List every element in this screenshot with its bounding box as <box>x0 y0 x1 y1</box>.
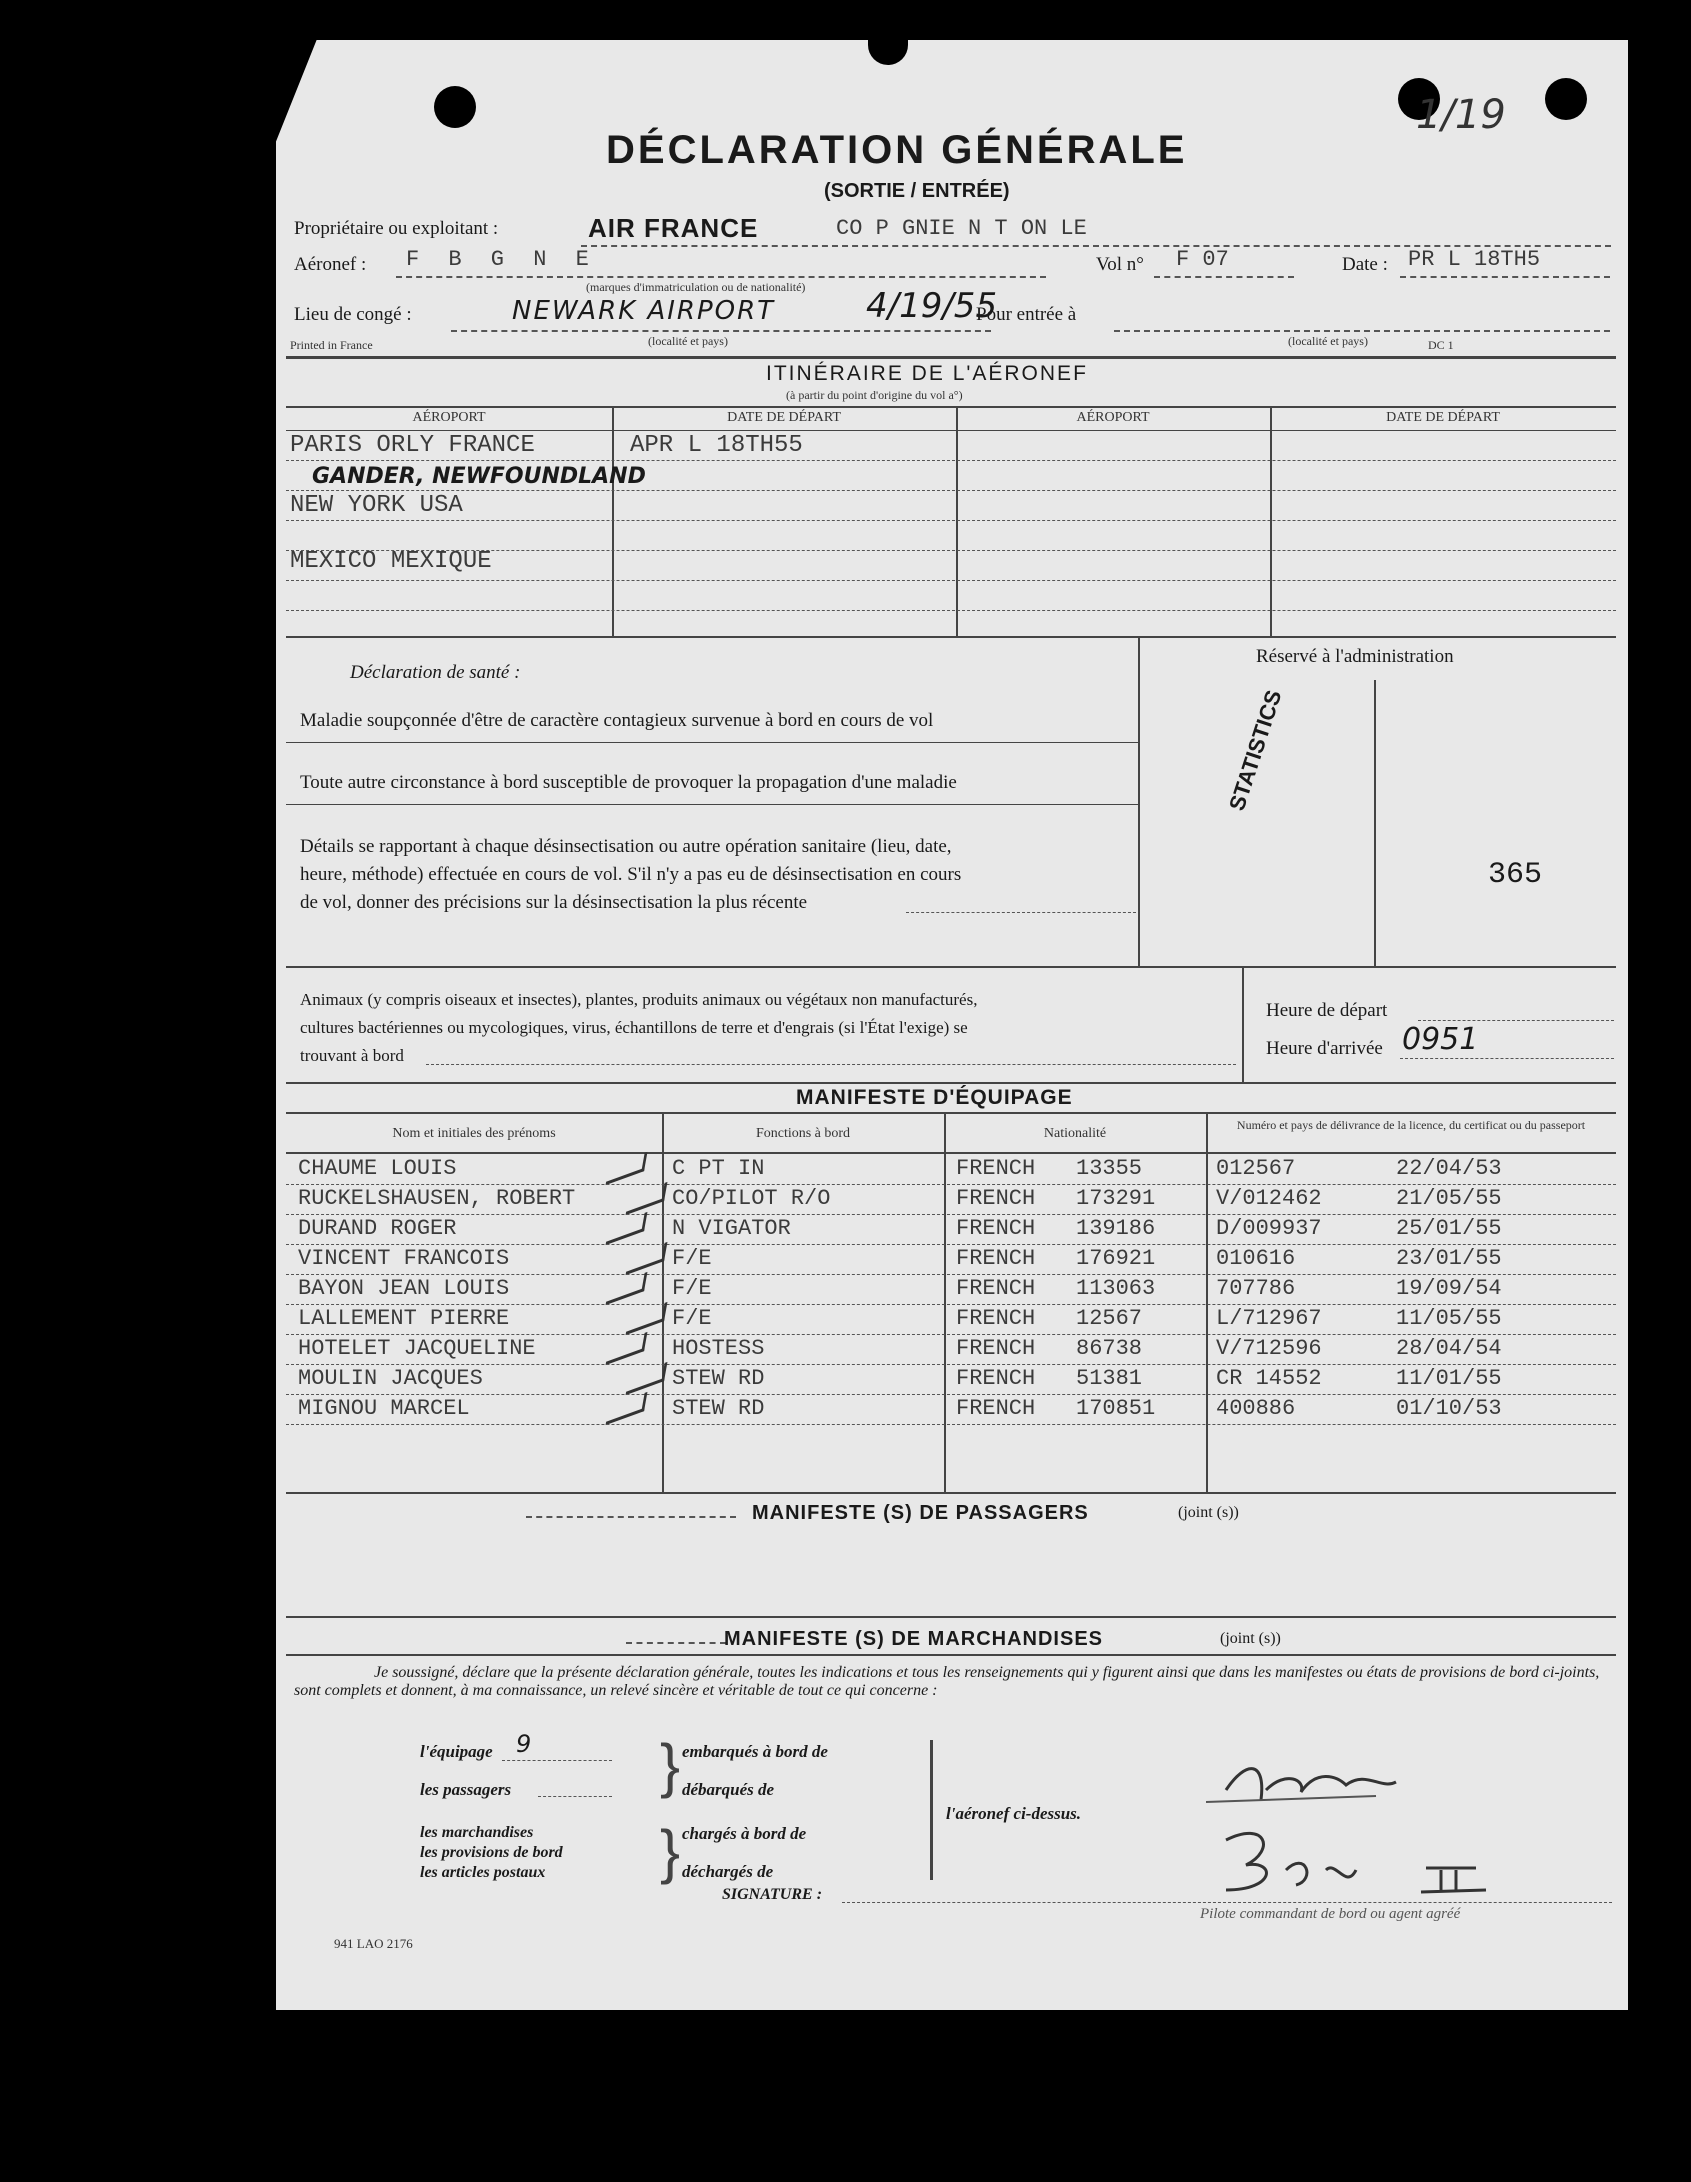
brace-2: } <box>660 1818 681 1885</box>
crew-licence: D/009937 <box>1216 1216 1322 1241</box>
crew-function: C PT IN <box>672 1156 765 1181</box>
health-line-1: Maladie soupçonnée d'être de caractère contagieux survenue à bord en cours de vol <box>300 710 934 731</box>
cargo-bottom-rule <box>286 1654 1616 1656</box>
itin-row-3 <box>286 520 1616 521</box>
crew-function: STEW RD <box>672 1396 765 1421</box>
crew-date: 11/05/55 <box>1396 1306 1502 1331</box>
aircraft-value: F B G N E <box>406 247 597 272</box>
animals-line-2: cultures bactériennes ou mycologiques, virus, échantillons de terre et d'engrais (si l'État l'exige) se <box>300 1018 968 1037</box>
crew-function: HOSTESS <box>672 1336 765 1361</box>
form-code: DC 1 <box>1428 338 1454 352</box>
crew-function: STEW RD <box>672 1366 765 1391</box>
crew-count-line <box>502 1760 612 1761</box>
checkmark-icon <box>606 1152 648 1185</box>
crew-count-value: 9 <box>516 1730 532 1758</box>
crew-nat-no: 13355 <box>1076 1156 1143 1181</box>
owner-value: AIR FRANCE <box>588 213 759 243</box>
row-rule <box>286 1424 1616 1425</box>
crew-nationality: FRENCH <box>956 1156 1036 1181</box>
signature-note: Pilote commandant de bord ou agent agréé <box>1200 1906 1461 1922</box>
cargo-left-line <box>626 1642 726 1644</box>
itin-header-airport-2: AÉROPORT <box>1076 410 1150 425</box>
itin-airport-4: MEXICO MEXIQUE <box>290 548 492 575</box>
crew-header-licence: Numéro et pays de délivrance de la licence, du certificat ou du passeport <box>1236 1118 1586 1132</box>
row-rule <box>286 1214 1616 1215</box>
crew-date: 22/04/53 <box>1396 1156 1502 1181</box>
arrival-time-line <box>1400 1058 1614 1059</box>
crew-title-rule <box>286 1112 1616 1114</box>
itin-date-1: APR L 18TH55 <box>630 432 803 459</box>
crew-nat-no: 113063 <box>1076 1276 1156 1301</box>
aircraft-ref: l'aéronef ci-dessus. <box>946 1804 1082 1823</box>
passengers-joint: (joint (s)) <box>1178 1504 1239 1521</box>
checkmark-icon <box>606 1392 648 1425</box>
crew-nat-no: 176921 <box>1076 1246 1156 1271</box>
health-rule-1 <box>286 742 1138 743</box>
crew-function: CO/PILOT R/O <box>672 1186 831 1211</box>
itin-sub-rule <box>286 430 1616 431</box>
crew-nat-no: 12567 <box>1076 1306 1143 1331</box>
crew-date: 19/09/54 <box>1396 1276 1502 1301</box>
itinerary-bottom-rule <box>286 636 1616 638</box>
cargo-joint: (joint (s)) <box>1220 1630 1281 1647</box>
flight-label: Vol n° <box>1096 254 1144 275</box>
date-line <box>1400 276 1610 278</box>
itinerary-header-rule <box>286 406 1616 408</box>
checkmark-icon <box>606 1272 648 1305</box>
crew-name: LALLEMENT PIERRE <box>298 1306 510 1331</box>
row-rule <box>286 1304 1616 1305</box>
flight-line <box>1154 276 1294 278</box>
itin-header-date-2: DATE DE DÉPART <box>1386 410 1500 425</box>
animals-fill <box>426 1064 1236 1065</box>
crew-function: F/E <box>672 1246 712 1271</box>
itinerary-title: ITINÉRAIRE DE L'AÉRONEF <box>766 362 1088 385</box>
health-admin-divider <box>1138 636 1140 966</box>
crew-licence: L/712967 <box>1216 1306 1322 1331</box>
animals-bottom-rule <box>286 1082 1616 1084</box>
pax-count-line <box>538 1796 612 1797</box>
departure-place-label: Lieu de congé : <box>294 304 412 325</box>
checkmark-icon <box>606 1212 648 1245</box>
crew-function: F/E <box>672 1276 712 1301</box>
owner-label: Propriétaire ou exploitant : <box>294 218 499 239</box>
crew-nationality: FRENCH <box>956 1396 1036 1421</box>
crew-date: 23/01/55 <box>1396 1246 1502 1271</box>
admin-divider <box>1374 680 1376 966</box>
crew-nat-no: 51381 <box>1076 1366 1143 1391</box>
mail-label: les articles postaux <box>420 1864 546 1881</box>
crew-header-nationality: Nationalité <box>1043 1126 1107 1141</box>
provisions-label: les provisions de bord <box>420 1844 563 1861</box>
crew-nat-no: 86738 <box>1076 1336 1143 1361</box>
passengers-count-label: les passagers <box>420 1780 512 1799</box>
crew-header-name: Nom et initiales des prénoms <box>392 1126 556 1141</box>
departure-handwritten-date: 4/19/55 <box>866 286 998 326</box>
crew-nationality: FRENCH <box>956 1306 1036 1331</box>
itin-header-date-1: DATE DE DÉPART <box>727 410 841 425</box>
flight-value: F 07 <box>1176 247 1229 272</box>
arrival-time-label: Heure d'arrivée <box>1266 1038 1383 1059</box>
itin-header-airport-1: AÉROPORT <box>412 410 486 425</box>
itin-airport-1: PARIS ORLY FRANCE <box>290 432 535 459</box>
crew-nationality: FRENCH <box>956 1366 1036 1391</box>
signature-line <box>842 1902 1612 1903</box>
brace-1: } <box>660 1732 681 1799</box>
animals-line-1: Animaux (y compris oiseaux et insectes), plantes, produits animaux ou végétaux non manufacturés, <box>300 990 978 1009</box>
itin-airport-2: GANDER, NEWFOUNDLAND <box>312 464 646 489</box>
crew-name: RUCKELSHAUSEN, ROBERT <box>298 1186 576 1211</box>
signature-mark <box>1206 1730 1506 1900</box>
date-label: Date : <box>1342 254 1388 275</box>
printed-in: Printed in France <box>290 338 373 352</box>
loaded-label: chargés à bord de <box>682 1824 807 1843</box>
row-rule <box>286 1364 1616 1365</box>
crew-name: MIGNOU MARCEL <box>298 1396 470 1421</box>
embarked-label: embarqués à bord de <box>682 1742 828 1761</box>
document-page <box>276 40 1628 2010</box>
entry-line <box>1114 330 1610 332</box>
signature-label: SIGNATURE : <box>722 1886 823 1903</box>
crew-date: 01/10/53 <box>1396 1396 1502 1421</box>
pax-left-line <box>526 1516 736 1518</box>
admin-label: Réservé à l'administration <box>1256 646 1454 667</box>
health-line-2: Toute autre circonstance à bord susceptible de provoquer la propagation d'une maladie <box>300 772 957 793</box>
crew-nationality: FRENCH <box>956 1186 1036 1211</box>
entry-label: Pour entrée à <box>976 304 1077 325</box>
cargo-title: MANIFESTE (S) DE MARCHANDISES <box>724 1628 1104 1650</box>
itin-airport-3: NEW YORK USA <box>290 492 463 519</box>
crew-name: CHAUME LOUIS <box>298 1156 457 1181</box>
itin-row-6 <box>286 610 1616 611</box>
disembarked-label: débarqués de <box>682 1780 775 1799</box>
crew-function: F/E <box>672 1306 712 1331</box>
crew-licence: 010616 <box>1216 1246 1296 1271</box>
page-number: 1/19 <box>1416 92 1506 138</box>
crew-nationality: FRENCH <box>956 1276 1036 1301</box>
crew-nationality: FRENCH <box>956 1246 1036 1271</box>
crew-date: 25/01/55 <box>1396 1216 1502 1241</box>
departure-place-value: NEWARK AIRPORT <box>512 296 776 326</box>
row-rule <box>286 1184 1616 1185</box>
statistics-stamp: STATISTICS <box>1224 687 1287 814</box>
crew-licence: V/012462 <box>1216 1186 1322 1211</box>
crew-date: 21/05/55 <box>1396 1186 1502 1211</box>
aircraft-label: Aéronef : <box>294 254 367 275</box>
itin-row-2 <box>286 490 1616 491</box>
aircraft-note: (marques d'immatriculation ou de nationalité) <box>586 280 806 294</box>
torn-corner <box>275 39 317 144</box>
crew-licence: CR 14552 <box>1216 1366 1322 1391</box>
health-line-3-fill <box>906 912 1136 913</box>
crew-date: 28/04/54 <box>1396 1336 1502 1361</box>
itin-col-3 <box>1270 406 1272 636</box>
crew-function: N VIGATOR <box>672 1216 791 1241</box>
crew-name: HOTELET JACQUELINE <box>298 1336 536 1361</box>
row-rule <box>286 1244 1616 1245</box>
health-bottom-rule <box>286 966 1616 968</box>
crew-nat-no: 173291 <box>1076 1186 1156 1211</box>
crew-header-rule <box>286 1152 1616 1154</box>
departure-time-label: Heure de départ <box>1266 1000 1388 1021</box>
animals-line-3: trouvant à bord <box>300 1046 404 1065</box>
crew-nat-no: 170851 <box>1076 1396 1156 1421</box>
crew-bottom-rule <box>286 1492 1616 1494</box>
crew-name: DURAND ROGER <box>298 1216 457 1241</box>
arrival-time-value: 0951 <box>1402 1022 1479 1057</box>
page-title: DÉCLARATION GÉNÉRALE <box>606 128 1188 172</box>
crew-title: MANIFESTE D'ÉQUIPAGE <box>796 1086 1073 1109</box>
crew-licence: 707786 <box>1216 1276 1296 1301</box>
crew-col-2 <box>944 1112 946 1492</box>
entry-note: (localité et pays) <box>1288 334 1368 348</box>
departure-note: (localité et pays) <box>648 334 728 348</box>
paper-notch <box>868 39 908 65</box>
itin-col-1 <box>612 406 614 636</box>
crew-licence: 400886 <box>1216 1396 1296 1421</box>
health-title: Déclaration de santé : <box>350 662 521 683</box>
page-subtitle: (SORTIE / ENTRÉE) <box>824 180 1010 202</box>
crew-name: VINCENT FRANCOIS <box>298 1246 510 1271</box>
itin-row-1 <box>286 460 1616 461</box>
crew-col-3 <box>1206 1112 1208 1492</box>
punch-hole-left <box>434 86 476 128</box>
row-rule <box>286 1394 1616 1395</box>
aircraft-line <box>396 276 1046 278</box>
crew-date: 11/01/55 <box>1396 1366 1502 1391</box>
crew-header-function: Fonctions à bord <box>755 1126 851 1141</box>
declaration-brace-line <box>930 1740 933 1880</box>
punch-hole-right <box>1545 78 1587 120</box>
health-line-3a: Détails se rapportant à chaque désinsectisation ou autre opération sanitaire (lieu, date, <box>300 836 952 857</box>
row-rule <box>286 1274 1616 1275</box>
crew-licence: V/712596 <box>1216 1336 1322 1361</box>
declaration-text: Je soussigné, déclare que la présente déclaration générale, toutes les indications et tous les renseignements qui y figurent ainsi que dans les manifestes ou états de provisions de bord ci-joints, sont complets et donnent, à ma connaissance, un relevé sincère et véritable de tout ce qui concerne : <box>294 1664 1600 1699</box>
crew-count-label: l'équipage <box>420 1742 493 1761</box>
checkmark-icon <box>606 1332 648 1365</box>
crew-nationality: FRENCH <box>956 1216 1036 1241</box>
crew-nat-no: 139186 <box>1076 1216 1156 1241</box>
crew-nationality: FRENCH <box>956 1336 1036 1361</box>
date-value: PR L 18TH5 <box>1408 247 1541 272</box>
pax-bottom-rule <box>286 1616 1616 1618</box>
departure-line <box>451 330 991 332</box>
print-code: 941 LAO 2176 <box>334 1936 413 1951</box>
itin-row-5 <box>286 580 1616 581</box>
crew-licence: 012567 <box>1216 1156 1296 1181</box>
itinerary-subtitle: (à partir du point d'origine du vol a°) <box>786 388 963 402</box>
unloaded-label: déchargés de <box>682 1862 774 1881</box>
animals-divider <box>1242 966 1244 1082</box>
owner-typed: CO P GNIE N T ON LE <box>836 216 1087 241</box>
crew-name: BAYON JEAN LOUIS <box>298 1276 510 1301</box>
itin-col-2 <box>956 406 958 636</box>
health-line-3b: heure, méthode) effectuée en cours de vol. S'il n'y a pas eu de désinsectisation en cours <box>300 864 962 885</box>
passengers-title: MANIFESTE (S) DE PASSAGERS <box>752 1502 1089 1524</box>
health-line-3c: de vol, donner des précisions sur la désinsectisation la plus récente <box>300 892 808 913</box>
row-rule <box>286 1334 1616 1335</box>
itinerary-top-rule <box>286 356 1616 359</box>
health-rule-2 <box>286 804 1138 805</box>
crew-name: MOULIN JACQUES <box>298 1366 483 1391</box>
departure-time-line <box>1418 1020 1614 1021</box>
cargo-count-label: les marchandises <box>420 1824 534 1841</box>
admin-number: 365 <box>1488 858 1543 892</box>
